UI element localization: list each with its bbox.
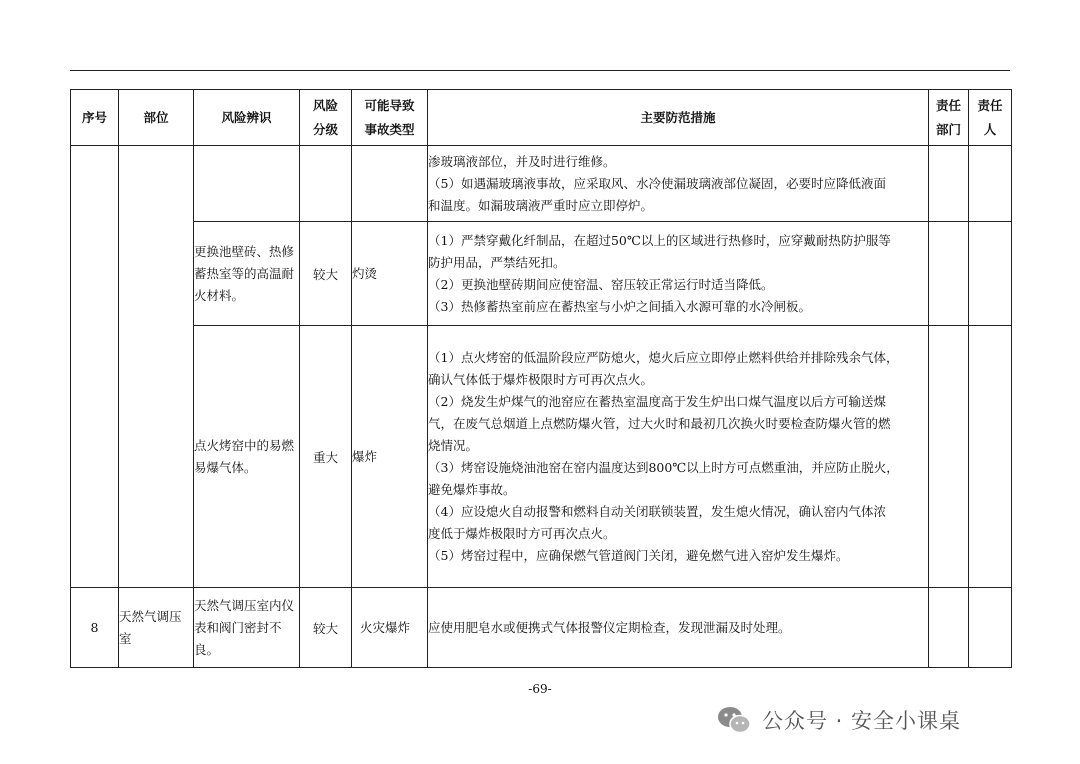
header-seq: 序号 bbox=[71, 90, 119, 146]
table-row bbox=[71, 326, 1012, 588]
header-row bbox=[71, 90, 1012, 146]
measures-cell bbox=[428, 326, 929, 588]
location-cell: 天然气调压室 bbox=[119, 588, 194, 668]
measure-line: （3）烤窑设施烧油池窑在窑内温度达到800℃以上时方可点燃重油，并应防止脱火， bbox=[428, 459, 899, 475]
person-cell bbox=[969, 146, 1012, 222]
level-cell: 重大 bbox=[300, 326, 352, 588]
seq-cell: 8 bbox=[71, 588, 119, 668]
top-rule bbox=[70, 70, 1010, 71]
measure-line: 气，在废气总烟道上点燃防爆火管，过大火时和最初几次换火时要检查防爆火管的燃 bbox=[428, 415, 891, 431]
dept-cell bbox=[929, 222, 969, 326]
measure-line: （2）更换池壁砖期间应使窑温、窑压较正常运行时适当降低。 bbox=[428, 276, 774, 292]
measure-line: （3）热修蓄热室前应在蓄热室与小炉之间插入水源可靠的水冷闸板。 bbox=[428, 298, 811, 314]
measure-line: （1）严禁穿戴化纤制品，在超过50℃以上的区域进行热修时，应穿戴耐热防护服等 bbox=[428, 232, 891, 248]
table-row bbox=[71, 222, 1012, 326]
header-measures: 主要防范措施 bbox=[428, 90, 929, 146]
level-cell bbox=[300, 146, 352, 222]
wechat-icon bbox=[716, 705, 752, 735]
table-row bbox=[71, 146, 1012, 222]
measure-line: （5）如遇漏玻璃液事故，应采取风、水冷使漏玻璃液部位凝固，必要时应降低液面 bbox=[428, 175, 886, 191]
accident-cell: 灼烫 bbox=[352, 222, 428, 326]
watermark bbox=[716, 700, 961, 740]
risk-table bbox=[70, 89, 1012, 668]
page-number: -69- bbox=[528, 682, 552, 696]
risk-cell: 更换池壁砖、热修蓄热室等的高温耐火材料。 bbox=[194, 222, 300, 326]
measure-line: 应使用肥皂水或便携式气体报警仪定期检查，发现泄漏及时处理。 bbox=[428, 619, 791, 635]
risk-cell bbox=[194, 146, 300, 222]
watermark-text: 公众号 · 安全小课桌 bbox=[762, 709, 962, 733]
location-cell bbox=[119, 146, 194, 588]
header-location: 部位 bbox=[119, 90, 194, 146]
dept-cell bbox=[929, 146, 969, 222]
measure-line: 避免爆炸事故。 bbox=[428, 481, 516, 497]
measure-line: （4）应设熄火自动报警和燃料自动关闭联锁装置，发生熄火情况，确认窑内气体浓 bbox=[428, 503, 886, 519]
accident-cell: 火灾爆炸 bbox=[352, 588, 428, 668]
risk-cell: 天然气调压室内仪表和阀门密封不良。 bbox=[194, 588, 300, 668]
level-cell: 较大 bbox=[300, 588, 352, 668]
header-person: 责任人 bbox=[969, 90, 1012, 146]
person-cell bbox=[969, 588, 1012, 668]
measure-line: 烧情况。 bbox=[428, 437, 479, 453]
measures-cell bbox=[428, 222, 929, 326]
measure-line: （1）点火烤窑的低温阶段应严防熄火，熄火后应立即停止燃料供给并排除残余气体， bbox=[428, 349, 899, 365]
measure-line: 度低于爆炸极限时方可再次点火。 bbox=[428, 525, 616, 541]
measures-cell bbox=[428, 146, 929, 222]
table-row bbox=[71, 588, 1012, 668]
header-level: 风险分级 bbox=[300, 90, 352, 146]
dept-cell bbox=[929, 588, 969, 668]
measures-cell bbox=[428, 588, 929, 668]
risk-cell: 点火烤窑中的易燃易爆气体。 bbox=[194, 326, 300, 588]
measure-line: 防护用品，严禁结死扣。 bbox=[428, 254, 566, 270]
seq-cell bbox=[71, 146, 119, 588]
accident-cell bbox=[352, 146, 428, 222]
measure-line: 渗玻璃液部位，并及时进行维修。 bbox=[428, 153, 616, 169]
dept-cell bbox=[929, 326, 969, 588]
header-dept: 责任部门 bbox=[929, 90, 969, 146]
person-cell bbox=[969, 222, 1012, 326]
measure-line: （5）烤窑过程中，应确保燃气管道阀门关闭，避免燃气进入窑炉发生爆炸。 bbox=[428, 547, 849, 563]
level-cell: 较大 bbox=[300, 222, 352, 326]
accident-cell: 爆炸 bbox=[352, 326, 428, 588]
person-cell bbox=[969, 326, 1012, 588]
measure-line: （2）烧发生炉煤气的池窑应在蓄热室温度高于发生炉出口煤气温度以后方可输送煤 bbox=[428, 393, 886, 409]
measure-line: 和温度。如漏玻璃液严重时应立即停炉。 bbox=[428, 197, 654, 213]
measure-line: 确认气体低于爆炸极限时方可再次点火。 bbox=[428, 371, 654, 387]
header-accident: 可能导致事故类型 bbox=[352, 90, 428, 146]
header-risk: 风险辨识 bbox=[194, 90, 300, 146]
